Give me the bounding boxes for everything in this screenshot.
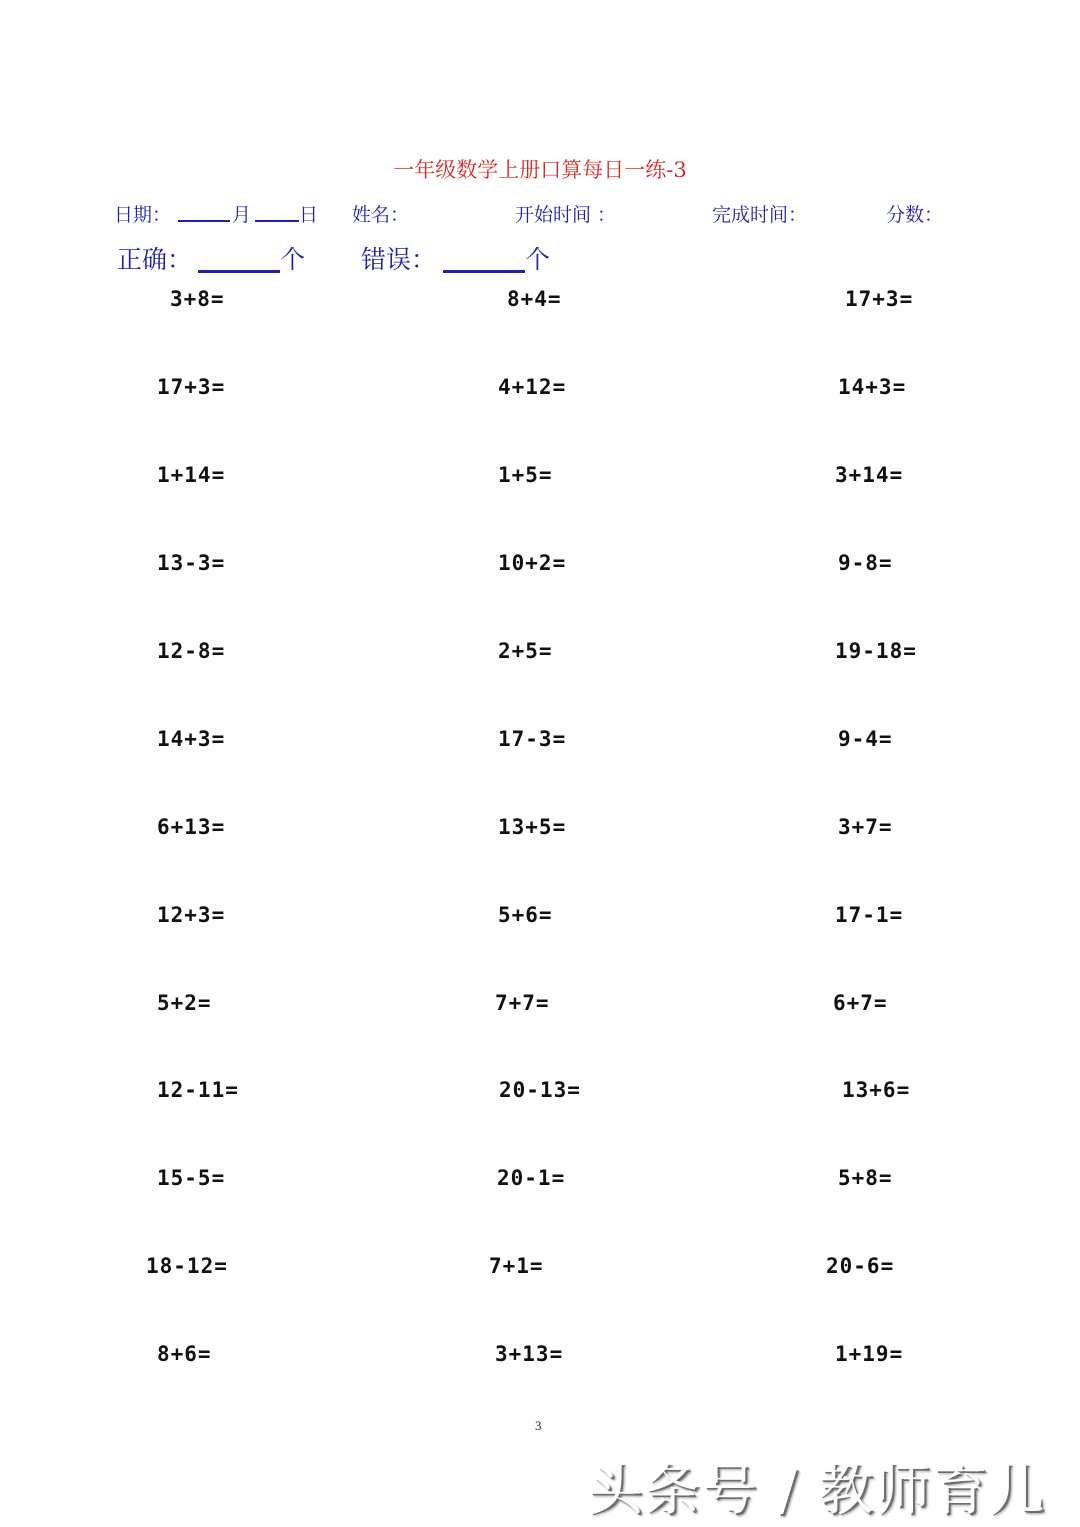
problem-item: 9-8=	[838, 551, 893, 575]
problem-item: 18-12=	[146, 1254, 228, 1278]
problem-item: 20-6=	[826, 1254, 895, 1278]
source-watermark: 头条号 / 教师育儿	[588, 1458, 1047, 1522]
problem-item: 3+14=	[835, 463, 904, 487]
problem-item: 13+6=	[842, 1078, 911, 1102]
problem-item: 2+5=	[498, 639, 553, 663]
problem-item: 19-18=	[835, 639, 917, 663]
problem-item: 17-3=	[498, 727, 567, 751]
problem-item: 1+5=	[498, 463, 553, 487]
problem-item: 15-5=	[157, 1166, 226, 1190]
problem-item: 1+14=	[157, 463, 226, 487]
problem-item: 10+2=	[498, 551, 567, 575]
problem-item: 17+3=	[157, 375, 226, 399]
problem-item: 3+13=	[495, 1342, 564, 1366]
day-label: 日	[299, 204, 319, 226]
month-label: 月	[232, 204, 252, 226]
problem-item: 12-8=	[157, 639, 226, 663]
problem-item: 7+1=	[489, 1254, 544, 1278]
correct-blank[interactable]	[198, 240, 280, 279]
problem-item: 4+12=	[498, 375, 567, 399]
problem-item: 8+4=	[507, 287, 562, 311]
finish-time-label: 完成时间：	[712, 204, 808, 226]
problem-item: 5+8=	[838, 1166, 893, 1190]
problem-item: 13-3=	[157, 551, 226, 575]
problem-item: 6+7=	[833, 991, 888, 1015]
start-time-label: 开始时间 ：	[515, 204, 617, 226]
problem-item: 20-1=	[497, 1166, 566, 1190]
problem-item: 1+19=	[835, 1342, 904, 1366]
month-blank[interactable]	[178, 200, 230, 227]
problem-item: 12-11=	[157, 1078, 239, 1102]
tally-row	[0, 240, 1080, 280]
problem-item: 17+3=	[845, 287, 914, 311]
problem-item: 7+7=	[495, 991, 550, 1015]
problem-item: 5+2=	[157, 991, 212, 1015]
problem-item: 17-1=	[835, 903, 904, 927]
problem-item: 14+3=	[838, 375, 907, 399]
info-row	[0, 200, 1080, 230]
wrong-unit: 个	[525, 245, 551, 274]
wrong-label: 错误：	[361, 245, 437, 274]
problem-item: 13+5=	[498, 815, 567, 839]
problem-item: 8+6=	[157, 1342, 212, 1366]
problem-item: 9-4=	[838, 727, 893, 751]
problem-item: 20-13=	[499, 1078, 581, 1102]
wrong-blank[interactable]	[443, 240, 525, 279]
page-number: 3	[535, 1418, 542, 1433]
problem-item: 14+3=	[157, 727, 226, 751]
correct-label: 正确：	[117, 245, 193, 274]
problem-item: 3+8=	[170, 287, 225, 311]
name-label: 姓名：	[352, 204, 410, 226]
problem-item: 6+13=	[157, 815, 226, 839]
worksheet-title: 一年级数学上册口算每日一练-3	[393, 158, 687, 182]
date-label: 日期：	[114, 204, 172, 226]
problem-item: 3+7=	[838, 815, 893, 839]
problem-item: 12+3=	[157, 903, 226, 927]
correct-unit: 个	[280, 245, 306, 274]
day-blank[interactable]	[255, 200, 299, 227]
score-label: 分数：	[886, 204, 944, 226]
problem-item: 5+6=	[498, 903, 553, 927]
